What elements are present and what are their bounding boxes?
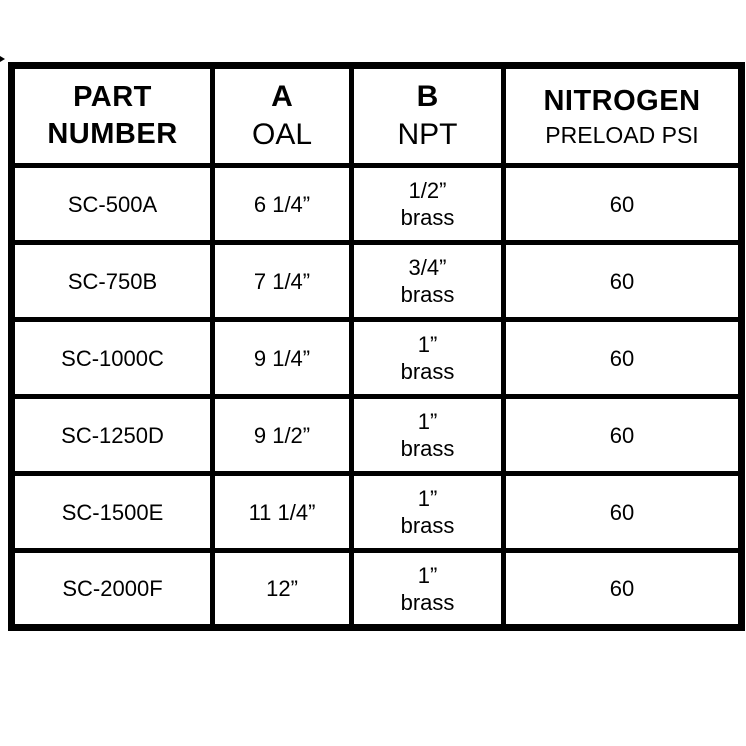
cell-npt bbox=[352, 243, 504, 320]
cell-part-number: SC-1000C bbox=[12, 320, 213, 397]
header-nitrogen-line1: NITROGEN bbox=[543, 84, 701, 117]
cell-oal: 9 1/4” bbox=[213, 320, 352, 397]
header-a-letter: A bbox=[271, 80, 293, 113]
stray-arrow-artifact bbox=[0, 56, 5, 62]
cell-npt bbox=[352, 166, 504, 243]
cell-preload-psi: 60 bbox=[504, 551, 742, 628]
header-b-letter: B bbox=[416, 80, 439, 113]
cell-npt bbox=[352, 397, 504, 474]
table-row bbox=[12, 243, 742, 320]
header-row bbox=[12, 66, 742, 166]
cell-oal: 9 1/2” bbox=[213, 397, 352, 474]
header-part-number bbox=[12, 66, 213, 166]
table-row bbox=[12, 551, 742, 628]
cell-preload-psi: 60 bbox=[504, 320, 742, 397]
npt-size: 1” bbox=[417, 486, 438, 511]
header-nitrogen-preload bbox=[504, 66, 742, 166]
cell-npt bbox=[352, 551, 504, 628]
table-row bbox=[12, 474, 742, 551]
table-row bbox=[12, 397, 742, 474]
npt-size: 3/4” bbox=[408, 255, 447, 280]
header-part-line2: NUMBER bbox=[47, 118, 178, 150]
cell-part-number: SC-750B bbox=[12, 243, 213, 320]
table-header bbox=[12, 66, 742, 166]
npt-size: 1” bbox=[417, 562, 438, 588]
npt-material: brass bbox=[400, 282, 455, 307]
cell-oal: 7 1/4” bbox=[213, 243, 352, 320]
header-nitrogen-line2: PRELOAD PSI bbox=[545, 121, 699, 148]
header-b-sub: NPT bbox=[397, 118, 458, 151]
cell-oal: 6 1/4” bbox=[213, 166, 352, 243]
table-row bbox=[12, 320, 742, 397]
cell-part-number: SC-2000F bbox=[12, 551, 213, 628]
cell-npt bbox=[352, 320, 504, 397]
npt-size: 1/2” bbox=[408, 178, 447, 203]
cell-preload-psi: 60 bbox=[504, 397, 742, 474]
cell-part-number: SC-500A bbox=[12, 166, 213, 243]
npt-material: brass bbox=[400, 513, 455, 538]
header-a-sub: OAL bbox=[251, 118, 313, 151]
cell-part-number: SC-1250D bbox=[12, 397, 213, 474]
header-b-npt bbox=[352, 66, 504, 166]
cell-oal: 11 1/4” bbox=[213, 474, 352, 551]
cell-oal: 12” bbox=[213, 551, 352, 628]
npt-material: brass bbox=[400, 359, 455, 384]
npt-material: brass bbox=[400, 436, 455, 461]
cell-preload-psi: 60 bbox=[504, 243, 742, 320]
parts-spec-table bbox=[8, 62, 745, 631]
cell-npt bbox=[352, 474, 504, 551]
cell-preload-psi: 60 bbox=[504, 166, 742, 243]
npt-material: brass bbox=[400, 589, 455, 615]
header-a-oal bbox=[213, 66, 352, 166]
npt-material: brass bbox=[400, 205, 455, 230]
table-body bbox=[12, 166, 742, 628]
npt-size: 1” bbox=[417, 332, 438, 357]
cell-preload-psi: 60 bbox=[504, 474, 742, 551]
npt-size: 1” bbox=[417, 409, 438, 434]
cell-part-number: SC-1500E bbox=[12, 474, 213, 551]
table-row bbox=[12, 166, 742, 243]
header-part-line1: PART bbox=[73, 81, 152, 113]
